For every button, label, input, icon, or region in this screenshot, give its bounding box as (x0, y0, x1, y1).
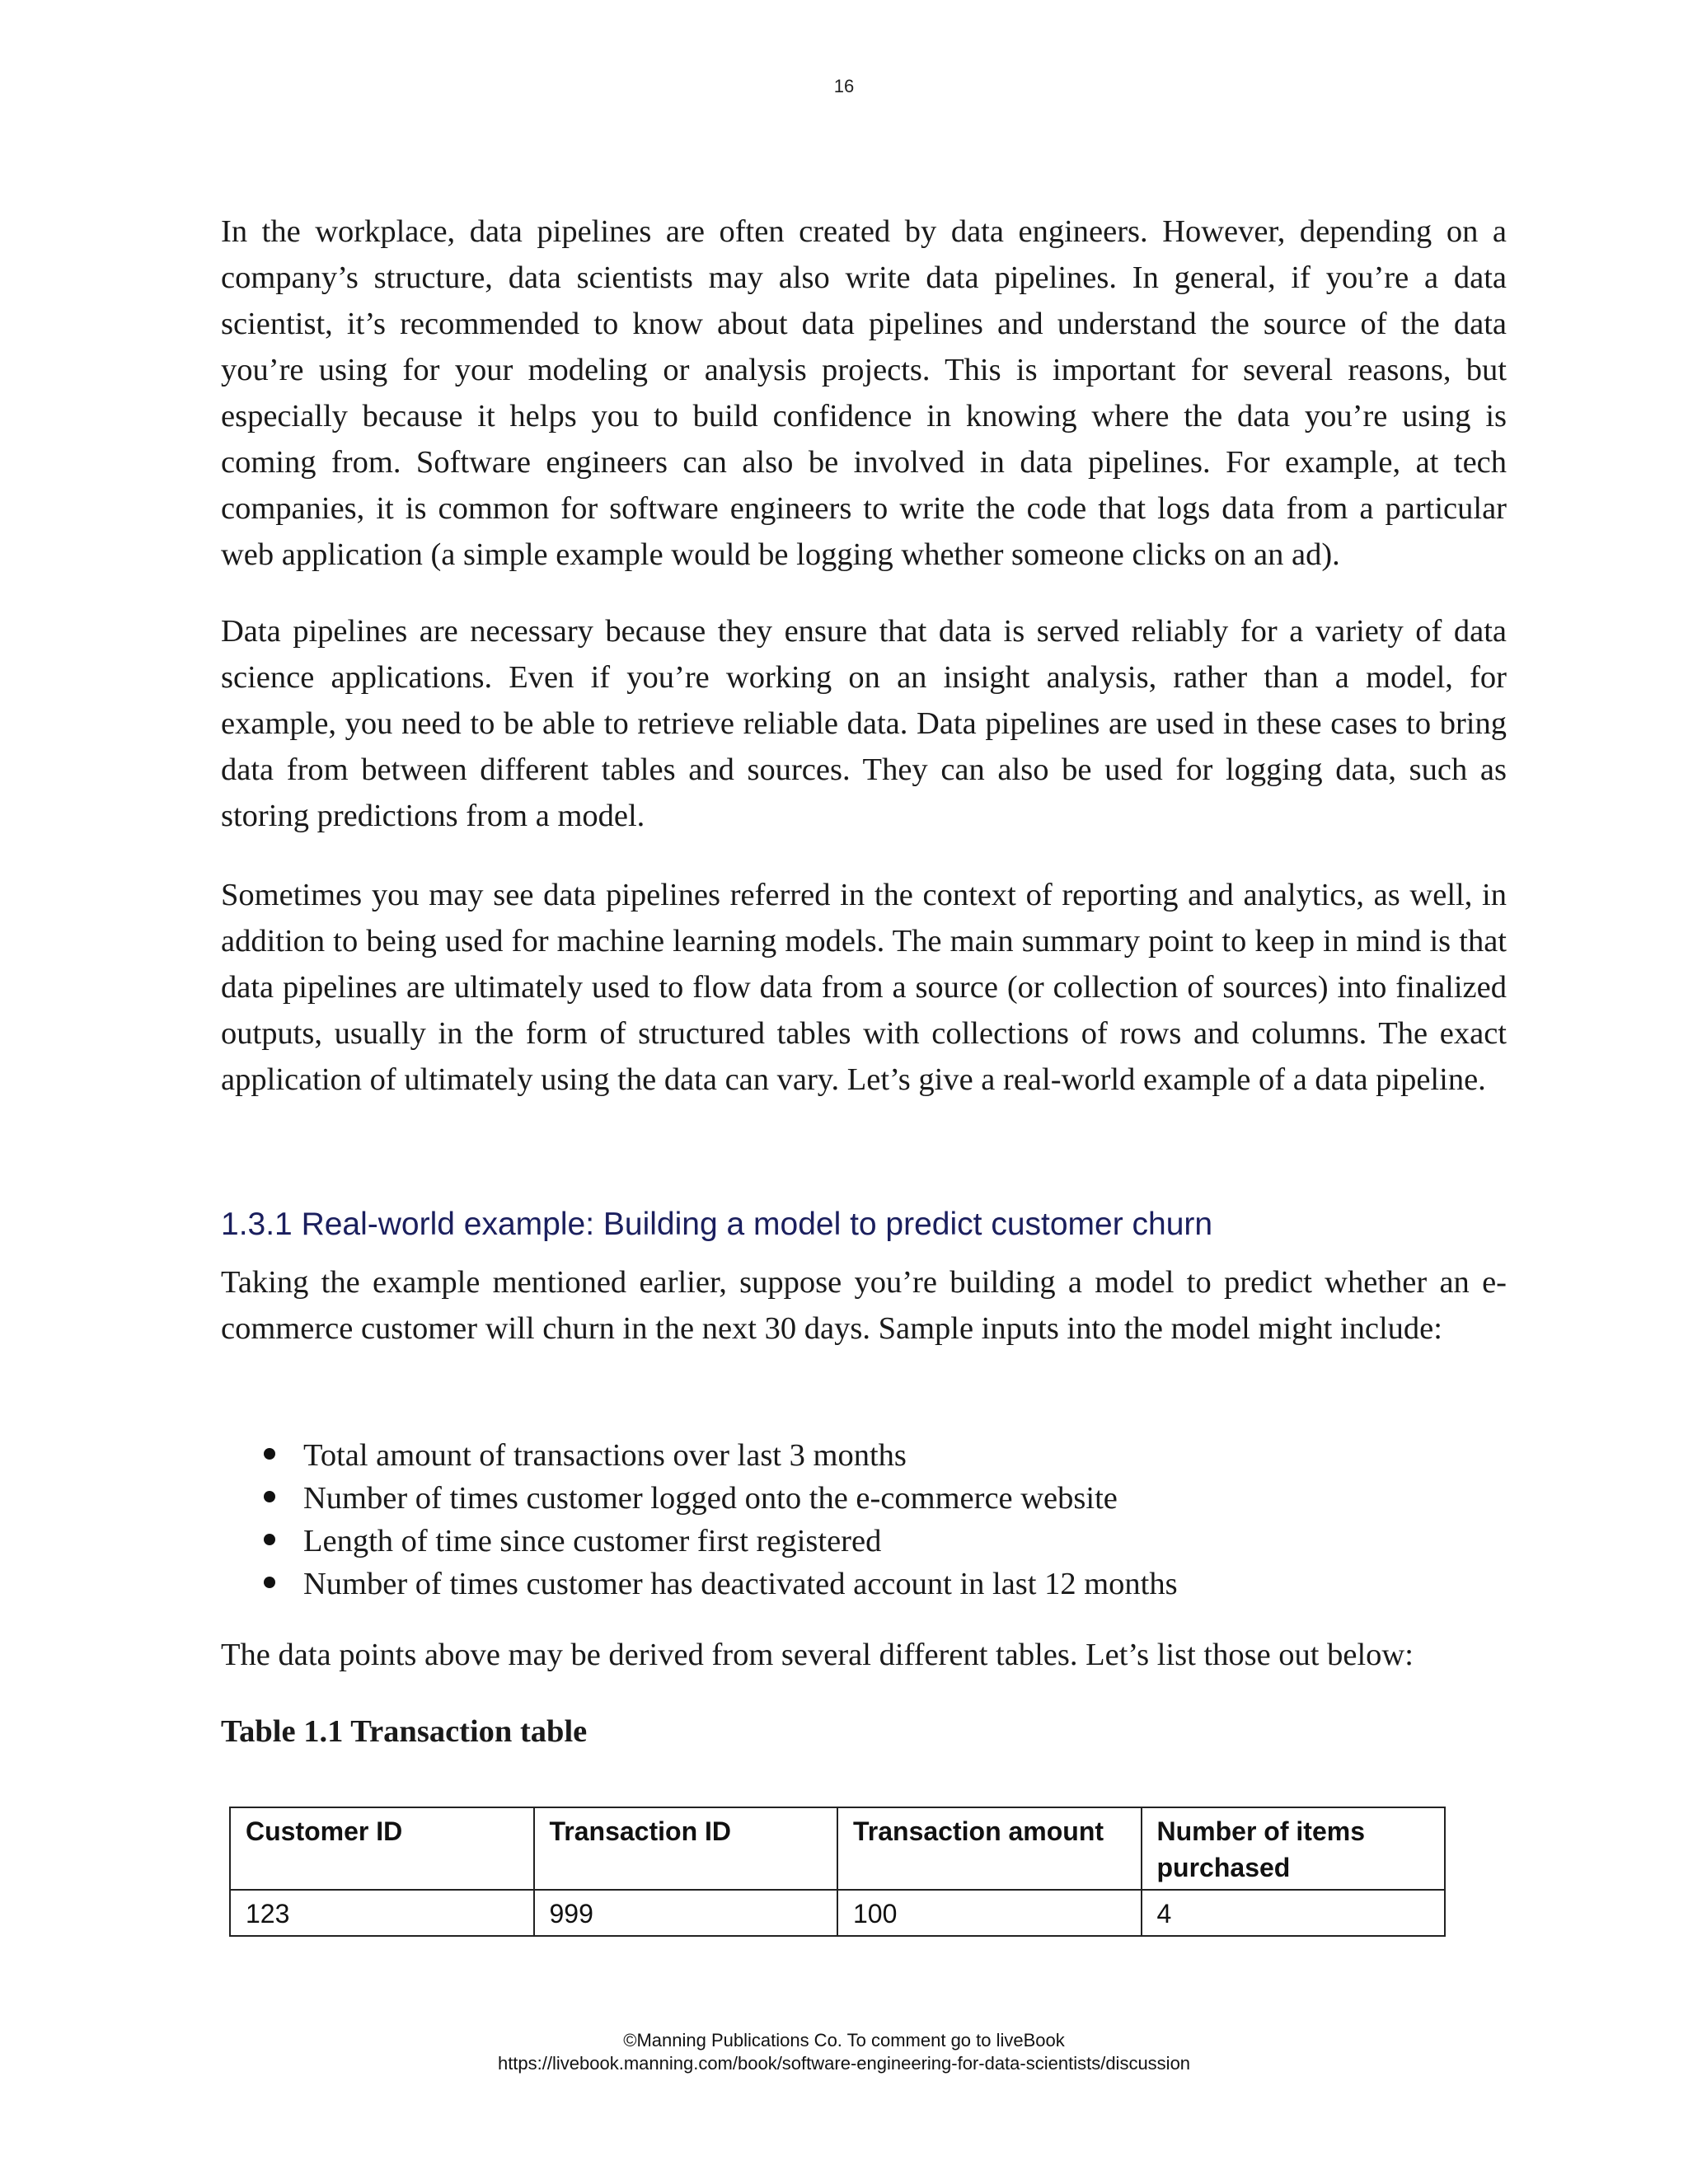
table-header-row (230, 1807, 1445, 1890)
list-item (221, 1434, 1507, 1477)
column-header: Customer ID (230, 1807, 534, 1890)
section-heading: 1.3.1 Real-world example: Building a model to predict customer churn (221, 1207, 1213, 1242)
paragraph: Sometimes you may see data pipelines referred in the context of reporting and analytics, as well, in addition to being used for machine learning models. The main summary point to keep in mind is that data pipelines are ultimately used to flow data from a source (or collection of sources) into finalized outputs, usually in the form of structured tables with collections of rows and columns. The exact application of ultimately using the data can vary. Let’s give a real-world example of a data pipeline. (221, 878, 1507, 1097)
list-item-text: Number of times customer has deactivated account in last 12 months (303, 1567, 1178, 1601)
list-item-text: Number of times customer logged onto the e-commerce website (303, 1481, 1118, 1516)
page-number: 16 (833, 76, 855, 96)
bullet-icon (264, 1534, 275, 1545)
table-row (230, 1890, 1445, 1936)
paragraph: In the workplace, data pipelines are often created by data engineers. However, depending on a company’s structure, data scientists may also write data pipelines. In general, if you’re a data scientist, it’s recommended to know about data pipelines and understand the source of the data you’re using for your modeling or analysis projects. This is important for several reasons, but especially because it helps you to build confidence in knowing where the data you’re using is coming from. Software engineers can also be involved in data pipelines. For example, at tech companies, it is common for software engineers to write the code that logs data from a particular web application (a simple example would be logging whether someone clicks on an ad). (221, 214, 1507, 572)
table-cell: 999 (534, 1890, 838, 1936)
list-item-text: Total amount of transactions over last 3 months (303, 1438, 907, 1473)
list-item (221, 1520, 1507, 1563)
table-cell: 100 (837, 1890, 1142, 1936)
transaction-table (229, 1807, 1446, 1937)
table-cell: 123 (230, 1890, 534, 1936)
table-caption: Table 1.1 Transaction table (221, 1714, 588, 1749)
list-item (221, 1563, 1507, 1605)
table-cell: 4 (1142, 1890, 1446, 1936)
list-item-text: Length of time since customer first registered (303, 1524, 882, 1558)
bullet-icon (264, 1448, 275, 1460)
paragraph: Taking the example mentioned earlier, suppose you’re building a model to predict whether an e-commerce customer will churn in the next 30 days. Sample inputs into the model might include: (221, 1265, 1507, 1346)
footer-copyright: ©Manning Publications Co. To comment go to liveBook (623, 2030, 1065, 2050)
paragraph: Data pipelines are necessary because they ensure that data is served reliably for a variety of data science applications. Even if you’re working on an insight analysis, rather than a model, for example, you need to be able to retrieve reliable data. Data pipelines are used in these cases to bring data from between different tables and sources. They can also be used for logging data, such as storing predictions from a model. (221, 614, 1507, 833)
footer-link[interactable]: https://livebook.manning.com/book/software-engineering-for-data-scientists/discussion (497, 2053, 1191, 2074)
column-header: Transaction amount (837, 1807, 1142, 1890)
bullet-icon (264, 1491, 275, 1502)
list-item (221, 1477, 1507, 1520)
bullet-icon (264, 1577, 275, 1588)
bullet-list (221, 1434, 1507, 1605)
paragraph: The data points above may be derived from several different tables. Let’s list those out below: (221, 1638, 1414, 1672)
column-header: Transaction ID (534, 1807, 838, 1890)
column-header: Number of items purchased (1142, 1807, 1446, 1890)
